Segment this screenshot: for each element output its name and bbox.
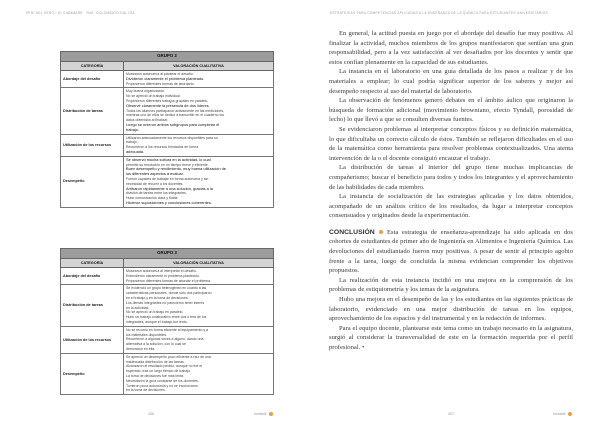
conclusion-body-paragraph: Para el equipo docente, plantearse este tema como un trabajo necesario en la asignatura, surgió al considerar la transversalidad de este en la formación requerida por el perfil profesional. •: [329, 324, 573, 351]
value-line: esperado, tras un largo tiempo de trabajo.: [126, 369, 191, 374]
value-line: alternativa a la solución, con lo cual se: [126, 342, 186, 347]
value-line: Entendieron claramente el problema planteado.: [126, 273, 200, 278]
brand-dot-icon: [269, 412, 273, 416]
table-group-3: [60, 248, 274, 395]
body-paragraph: La observación de fenómenos generó debates en el ámbito áulico que originaron la búsqueda de formación adicional (movimiento browniano, efecto Tyndall, porosidad de lecho) lo que llevó a que se consulten diversas fuentes.: [329, 97, 573, 124]
value-cell: [124, 285, 274, 326]
category-cell: Utilización de los recursos: [61, 134, 124, 156]
table-row: [61, 134, 274, 156]
value-line: Tuvieron poca autonomía y no se involucraron: [126, 383, 198, 388]
conclusion-body-paragraph: Hubo una mejora en el desempeño de las y los estudiantes en las siguientes prácticas de laboratorio, evidenciado en una mejor distribución de tareas en los equipos, aprovechamiento de los espacios y del instrumental y en la redacción de informes.: [329, 296, 573, 323]
value-cell: [124, 71, 274, 88]
brand-text: Inefable: [254, 411, 267, 416]
conclusion-paragraph: [329, 228, 573, 276]
value-line: Recurrieron a algunas veces a alguno, dando una: [126, 337, 204, 342]
body-paragraph: En general, la actitud puesta en juego por el abordaje del desafío fue muy positiva. Al finalizar la actividad, muchos miembros de los grupos manifestaron que sentían una gran responsabilidad, pero a la vez satisfacción al ver desafiados por los docentes y sentir que estos confían plenamente en la capacidad de sus estudiantes.: [329, 30, 573, 66]
value-line: Se evidenció un grupo heterogéneo en cuanto a las: [126, 286, 207, 291]
value-line: No se recurrió en forma eficiente al equipamiento y a: [126, 327, 209, 332]
value-line: Propusieron diferentes trabajos grupales en paralelo.: [126, 98, 209, 103]
table-row: [61, 88, 274, 134]
category-cell: Abordaje del desafío: [61, 71, 124, 88]
right-footer: [448, 412, 454, 416]
page-number: 456: [148, 412, 154, 416]
table-row: [61, 268, 274, 285]
table-row: [61, 326, 274, 353]
value-line: Mostraron autonomía al interpretar el desafío.: [126, 269, 198, 273]
value-line: No se apreció un trabajo individual.: [126, 94, 181, 99]
value-line: adecuada.: [126, 148, 145, 154]
conclusion-heading: CONCLUSIÓN: [329, 228, 375, 236]
conclusion-dot-icon: [379, 230, 383, 234]
table-group-2: [60, 51, 274, 208]
value-line: los materiales disponibles.: [126, 332, 168, 337]
value-line: necesidad de recurrir a los docentes.: [126, 181, 184, 186]
category-cell: Distribución de tareas: [61, 285, 124, 326]
left-footer: [148, 412, 154, 416]
table-row: [61, 353, 274, 394]
right-page: [300, 0, 600, 424]
value-line: Dividieron claramente el problema planteado.: [126, 75, 205, 81]
value-line: Propusieron diferentes formas de abordar el problema.: [126, 278, 212, 283]
value-cell: [124, 156, 274, 207]
value-line: Mostraron autonomía al plantear el desafío.: [126, 72, 194, 76]
column-header-category: CATEGORÍA: [61, 259, 124, 268]
value-line: datos obtenidos al finalizar.: [126, 118, 169, 123]
brand-dot-icon: [568, 412, 572, 416]
value-line: en el trabajo y en la toma de decisiones.: [126, 295, 189, 300]
column-header-category: CATEGORÍA: [61, 62, 124, 71]
left-brand: [254, 412, 273, 416]
value-line: Fueron capaces de trabajar en forma autónoma y sin: [126, 176, 209, 181]
value-line: Propusieron diferentes formas de abordarlo.: [126, 81, 195, 86]
body-paragraph: La distribución de tareas al interior del grupo tiene muchas implicancias de compañerismo; buscar el beneficio para todos y todos los integrantes y el aprovechamiento de las habilidades de cada miembro.: [329, 164, 573, 191]
value-line: inadecuada distribución de las tareas.: [126, 359, 185, 364]
category-cell: Distribución de tareas: [61, 88, 124, 134]
value-line: Se observó mucha soltura en la actividad, lo cual: [126, 156, 211, 162]
value-line: Todos los alumnos participaron activamente en las mediciones,: [126, 108, 225, 113]
value-line: mientras uno de ellos se dedicó a transcribir en el cuaderno los: [126, 113, 225, 118]
value-line: Hubo un trabajo colaborativo entre dos o tres de los: [126, 315, 207, 320]
value-line: Necesitaron la guía constante de los docentes.: [126, 378, 199, 383]
value-cell: [124, 88, 274, 134]
value-line: Luego se unieron ambos subgrupos para completar el: [126, 121, 220, 127]
category-cell: Utilización de los recursos: [61, 326, 124, 353]
table-row: [61, 71, 274, 88]
body-text: [329, 29, 573, 353]
category-cell: Desempeño: [61, 353, 124, 394]
value-line: los diferentes aspectos a evaluar.: [126, 171, 184, 177]
value-line: en la toma de decisiones.: [126, 388, 166, 393]
conclusion-body-paragraph: La realización de esta instancia incidió en una mejora en la comprensión de los problemas de estiquiometría y los temas de la asignatura.: [329, 276, 573, 294]
value-cell: [124, 268, 274, 285]
table-row: [61, 285, 274, 326]
value-line: Se apreció un desempeño poco eficiente a raíz de una: [126, 354, 211, 359]
value-line: Recurrieron a los recursos brindados en forma: [126, 145, 199, 150]
value-line: trabajo.: [126, 126, 139, 132]
value-line: demoraron en ella.: [126, 346, 156, 351]
value-line: características personales, donde sólo dos participaron: [126, 291, 212, 296]
right-brand: [553, 412, 572, 416]
table-group-title: GRUPO 3: [61, 249, 274, 259]
value-line: trabajo.: [126, 140, 138, 145]
value-line: integrantes, aunque el trabajo fue lento.: [126, 319, 188, 324]
value-line: Buen desempeño y rendimiento, muy buena utilización de: [126, 166, 226, 172]
value-cell: [124, 353, 274, 394]
value-line: Utilizaron adecuadamente los recursos disponibles para su: [126, 135, 218, 140]
value-line: Los demás integrantes no parecieron tener interés: [126, 300, 205, 305]
body-paragraph: La instancia en el laboratorio en una guía detallada de los pasos a realizar y de los materiales a emplear; lo cual podría significar superior de los saberes y mejor así desempeño respecto al uso del material de laboratorio.: [329, 68, 573, 95]
value-cell: [124, 134, 274, 156]
value-line: Arribaron rápidamente a una solución, gracias a la: [126, 185, 213, 191]
value-line: en la actividad.: [126, 305, 150, 310]
category-cell: Desempeño: [61, 156, 124, 207]
value-cell: [124, 326, 274, 353]
value-line: permitió su resolución en un tiempo breve y eficiente.: [126, 162, 209, 167]
value-line: La toma de decisiones fue más lenta.: [126, 373, 184, 378]
conclusion-first-text: Esta estrategia de enseñanza-aprendizaje ha sido aplicada en dos cohortes de estudiantes de primer año de Ingeniería en Alimentos e Ingeniería Química. Las devoluciones del estudiantado fueron muy positivas. A pesar de sentir al principio agobio frente a la tarea, luego de concluida la misma evidencian comprender los objetivos propuestos.: [329, 228, 573, 275]
value-line: No se apreció un trabajo en paralelo.: [126, 310, 184, 315]
table-row: [61, 156, 274, 207]
page-number: 457: [448, 412, 454, 416]
value-line: Observé claramente la presencia de dos líderes.: [126, 102, 210, 108]
brand-text: Inefable: [553, 411, 566, 416]
value-line: Muy buena organización.: [126, 89, 166, 94]
category-cell: Abordaje del desafío: [61, 268, 124, 285]
column-header-value: VALORACIÓN CUALITATIVA: [124, 62, 274, 71]
left-running-head: PERI DEL VERO • DI GIAMMARE · RAE. DOLOMBATO DAL IGA: [26, 11, 135, 15]
column-header-value: VALORACIÓN CUALITATIVA: [124, 259, 274, 268]
value-line: Hubo comunicación clara y fluida.: [126, 196, 179, 201]
body-paragraph: La instancia de socialización de las estrategias aplicadas y los datos obtenidos, acompañado de un análisis crítico de los resultados, da lugar a interpretar conceptos consensuados y originados desde la experimentación.: [329, 193, 573, 220]
right-running-head: ESTRATEGIAS PARA COMPETENCIAS APLICADAS A LA ENSEÑANZA DE LA QUÍMICA PARA ESTUDIANTES UNIVERSITARIOS: [330, 11, 548, 15]
body-paragraph: Se evidenciaron problemas al interpretar conceptos físicos y su definición matemática, lo que dificultaba un correcto cálculo de éstos. También se reflejaron dificultades en el uso de la matemática como herramienta para resolver problemas contextualizados. Una atenta intervención de la o el docente consiguió encauzar el trabajo.: [329, 125, 573, 162]
value-line: Alcanzaron el resultado pedido, aunque no fue el: [126, 364, 203, 369]
table-group-title: GRUPO 2: [61, 52, 274, 62]
value-line: división de tareas entre los integrantes.: [126, 191, 187, 196]
value-line: Hicieron suposiciones y conclusiones coherentes.: [126, 199, 212, 205]
